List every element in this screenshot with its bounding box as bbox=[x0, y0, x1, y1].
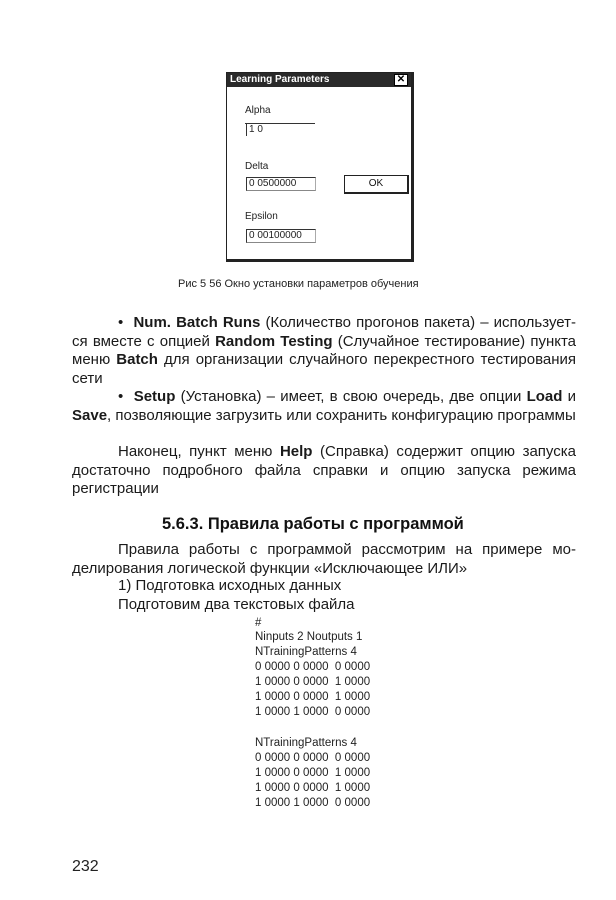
bullet: • bbox=[118, 388, 124, 405]
ok-button[interactable]: OK bbox=[344, 175, 409, 194]
paragraph-setup bbox=[72, 388, 576, 425]
term-random-testing: Random Testing bbox=[215, 332, 333, 350]
term-setup: Setup bbox=[133, 388, 176, 405]
file2-row: 1 0000 0 0000 1 0000 bbox=[255, 767, 371, 779]
file1-hash: # bbox=[255, 617, 262, 629]
dialog-titlebar bbox=[227, 73, 411, 87]
page-number: 232 bbox=[72, 858, 99, 875]
text: (Количество прогонов пакета) – используется вместе с опцией bbox=[72, 314, 577, 350]
file2-row: 1 0000 1 0000 0 0000 bbox=[255, 797, 371, 809]
alpha-input[interactable]: 1 0 bbox=[246, 124, 289, 136]
figure-caption: Рис 5 56 Окно установки параметров обучения bbox=[178, 278, 419, 290]
delta-label: Delta bbox=[245, 161, 269, 172]
term-batch: Batch bbox=[116, 351, 158, 368]
term-load: Load bbox=[526, 388, 563, 405]
epsilon-input[interactable]: 0 00100000 bbox=[246, 229, 316, 243]
alpha-label: Alpha bbox=[245, 105, 271, 116]
file1-row: 1 0000 0 0000 1 0000 bbox=[255, 691, 371, 703]
step-1: 1) Подготовка исходных данных bbox=[118, 577, 342, 594]
text: Наконец, пункт меню bbox=[118, 443, 280, 460]
file1-line1: Ninputs 2 Noutputs 1 bbox=[255, 631, 363, 643]
text: (Справка) содержит опцию запуска достаточно подробного файла справки и опцию запуска режима регистрации bbox=[72, 443, 576, 497]
term-num-batch-runs: Num. Batch Runs bbox=[133, 314, 261, 331]
text: (Установка) – имеет, в свою очередь, две опции bbox=[175, 388, 527, 405]
bullet: • bbox=[118, 314, 124, 331]
file1-row: 1 0000 1 0000 0 0000 bbox=[255, 706, 371, 718]
learning-parameters-dialog bbox=[226, 72, 414, 262]
file1-row: 0 0000 0 0000 0 0000 bbox=[255, 661, 371, 673]
paragraph-batch-runs bbox=[72, 314, 576, 388]
term-save: Save bbox=[72, 406, 108, 424]
epsilon-label: Epsilon bbox=[245, 211, 278, 222]
term-help: Help bbox=[279, 443, 313, 460]
close-icon[interactable]: ✕ bbox=[394, 74, 408, 86]
text: и bbox=[562, 388, 576, 405]
file2-row: 0 0000 0 0000 0 0000 bbox=[255, 752, 371, 764]
text: , позволяющие загрузить или сохранить конфигурацию программы bbox=[107, 406, 576, 424]
text: для организации случайного перекрестного тестирования сети bbox=[72, 351, 577, 387]
file2-row: 1 0000 0 0000 1 0000 bbox=[255, 782, 371, 794]
prepare-files: Подготовим два текстовых файла bbox=[118, 596, 355, 613]
dialog-title: Learning Parameters bbox=[230, 74, 330, 85]
file1-row: 1 0000 0 0000 1 0000 bbox=[255, 676, 371, 688]
file1-line2: NTrainingPatterns 4 bbox=[255, 646, 357, 658]
file2-line1: NTrainingPatterns 4 bbox=[255, 737, 357, 749]
text: (Случайное тестирование) пункта меню bbox=[72, 332, 577, 368]
section-heading: 5.6.3. Правила работы с программой bbox=[162, 515, 464, 533]
delta-input[interactable]: 0 0500000 bbox=[246, 177, 316, 191]
paragraph-help bbox=[72, 443, 576, 499]
paragraph-intro: Правила работы с программой рассмотрим на примере моделирования логической функции «Исключающее ИЛИ» bbox=[72, 541, 576, 577]
